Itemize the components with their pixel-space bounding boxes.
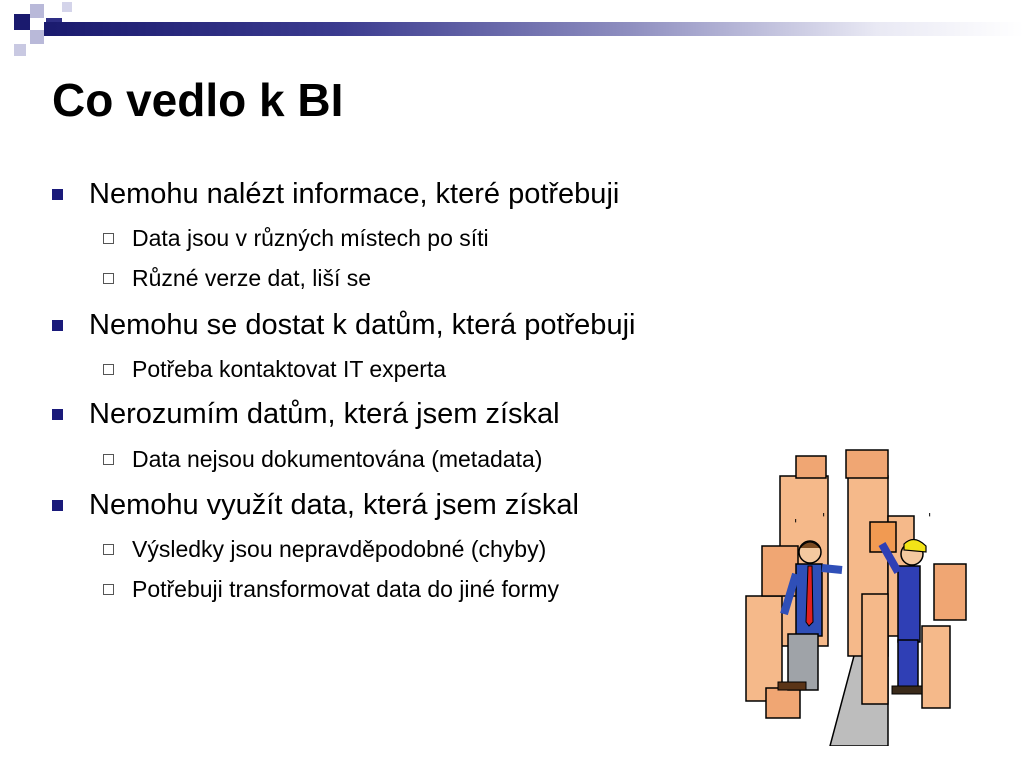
square-bullet-icon — [52, 189, 63, 200]
sub-bullet-text: Data nejsou dokumentována (metadata) — [132, 445, 543, 472]
bullet-text: Nemohu využít data, která jsem získal — [89, 488, 579, 521]
bullet-item — [52, 395, 560, 433]
hollow-square-bullet-icon — [103, 454, 114, 465]
header-gradient-bar — [44, 22, 1024, 36]
sub-bullet-text: Data jsou v různých místech po síti — [132, 224, 489, 251]
sub-bullet-text: Potřeba kontaktovat IT experta — [132, 355, 447, 382]
hollow-square-bullet-icon — [103, 364, 114, 375]
bullet-text: Nemohu nalézt informace, které potřebuji — [89, 177, 620, 210]
svg-text:': ' — [928, 511, 932, 525]
workers-with-boxes-illustration — [738, 446, 978, 746]
square-bullet-icon — [52, 500, 63, 511]
sub-bullet-text: Různé verze dat, liší se — [132, 264, 372, 291]
hollow-square-bullet-icon — [103, 273, 114, 284]
bullet-text: Nemohu se dostat k datům, která potřebuji — [89, 308, 636, 341]
bullet-item — [52, 175, 619, 213]
hollow-square-bullet-icon — [103, 544, 114, 555]
sub-bullet-item — [103, 534, 546, 564]
svg-text:': ' — [794, 517, 798, 531]
bullet-text: Nerozumím datům, která jsem získal — [89, 397, 560, 430]
sub-bullet-text: Potřebuji transformovat data do jiné formy — [132, 575, 559, 602]
bullet-item — [52, 306, 635, 344]
sub-bullet-item — [103, 263, 371, 293]
sub-bullet-item — [103, 223, 489, 253]
hollow-square-bullet-icon — [103, 233, 114, 244]
square-bullet-icon — [52, 320, 63, 331]
sub-bullet-item — [103, 444, 542, 474]
sub-bullet-item — [103, 354, 446, 384]
svg-text:': ' — [822, 511, 826, 525]
slide-title: Co vedlo k BI — [52, 74, 344, 126]
hollow-square-bullet-icon — [103, 584, 114, 595]
square-bullet-icon — [52, 409, 63, 420]
sub-bullet-item — [103, 574, 559, 604]
sub-bullet-text: Výsledky jsou nepravděpodobné (chyby) — [132, 535, 547, 562]
bullet-item — [52, 486, 579, 524]
